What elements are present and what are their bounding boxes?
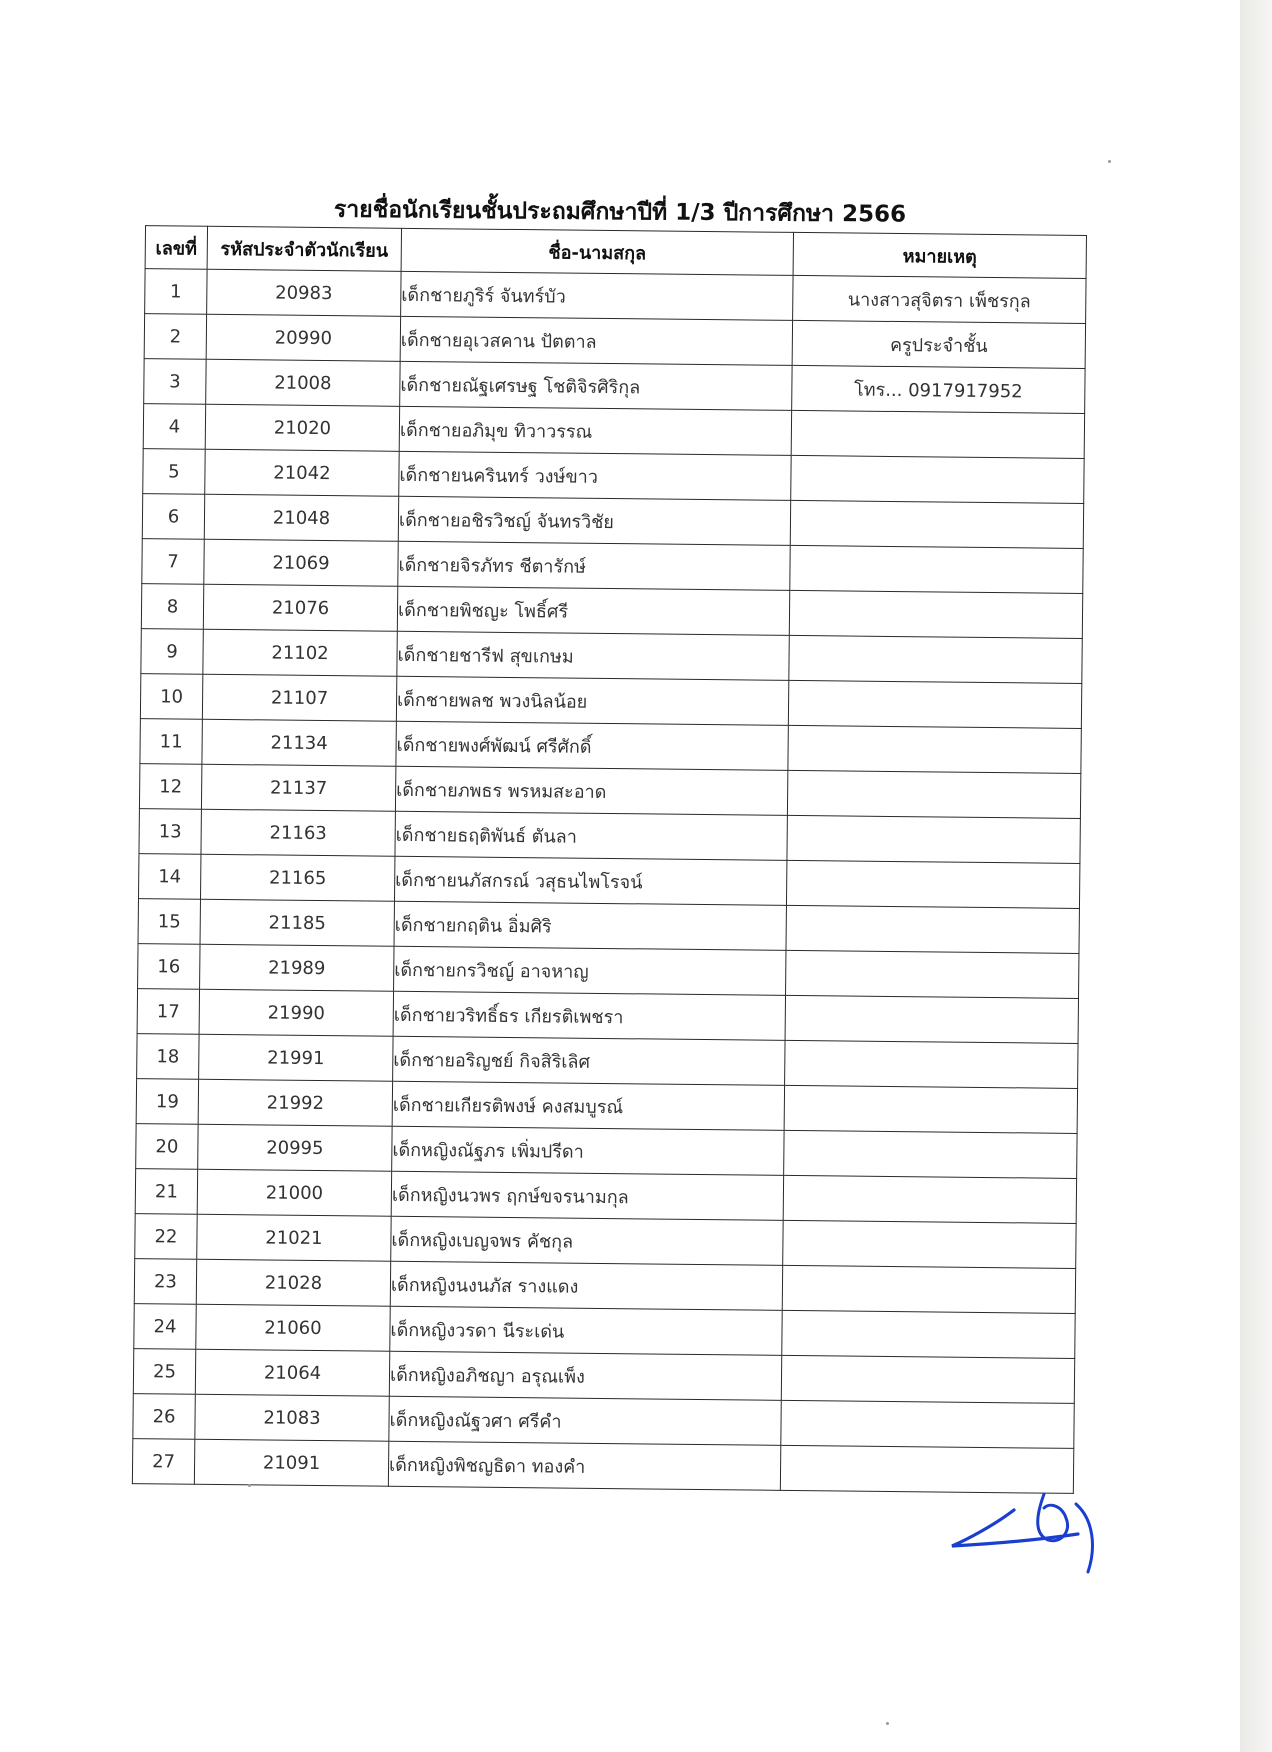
cell-no: 4: [143, 404, 205, 450]
cell-name: เด็กชายเกียรติพงษ์ คงสมบูรณ์: [392, 1081, 784, 1130]
scan-edge: [1240, 0, 1272, 1752]
cell-name: เด็กชายนครินทร์ วงษ์ขาว: [399, 451, 791, 500]
cell-no: 27: [132, 1439, 194, 1485]
cell-no: 14: [138, 854, 200, 900]
cell-name: เด็กชายอชิรวิชญ์ จันทรวิชัย: [398, 496, 790, 545]
cell-remark: [786, 860, 1079, 908]
cell-no: 3: [144, 359, 206, 405]
cell-remark: [787, 815, 1080, 863]
cell-no: 7: [142, 539, 204, 585]
cell-no: 25: [133, 1349, 195, 1395]
cell-name: เด็กหญิงณัฐภร เพิ่มปรีดา: [392, 1126, 784, 1175]
signature-mark: [948, 1488, 1108, 1578]
cell-no: 26: [133, 1394, 195, 1440]
cell-name: เด็กชายชารีฟ สุขเกษม: [397, 631, 789, 680]
cell-no: 11: [140, 719, 202, 765]
cell-no: 6: [142, 494, 204, 540]
cell-no: 9: [141, 629, 203, 675]
cell-no: 21: [135, 1169, 197, 1215]
cell-student-id: 21990: [199, 989, 393, 1036]
cell-name: เด็กชายณัฐเศรษฐ โชติจิรศิริกุล: [400, 361, 792, 410]
cell-name: เด็กชายภูริร์ จันทร์บัว: [401, 271, 793, 320]
cell-remark: [781, 1355, 1074, 1403]
cell-no: 1: [145, 269, 207, 315]
cell-remark: [780, 1445, 1073, 1493]
cell-student-id: 21028: [196, 1259, 390, 1306]
cell-student-id: 21989: [200, 944, 394, 991]
cell-name: เด็กหญิงอภิชญา อรุณเพ็ง: [389, 1351, 781, 1400]
cell-student-id: 21107: [202, 674, 396, 721]
cell-student-id: 21020: [205, 404, 399, 451]
cell-no: 17: [137, 989, 199, 1035]
cell-remark: [789, 590, 1082, 638]
cell-remark: [786, 950, 1079, 998]
cell-student-id: 21185: [200, 899, 394, 946]
cell-no: 12: [139, 764, 201, 810]
cell-name: เด็กชายอริญชย์ กิจสิริเลิศ: [393, 1036, 785, 1085]
cell-remark: [784, 1130, 1077, 1178]
document-title: รายชื่อนักเรียนชั้นประถมศึกษาปีที่ 1/3 ปีการศึกษา 2566: [333, 196, 907, 228]
cell-student-id: 20995: [198, 1124, 392, 1171]
student-roster-table: [132, 225, 1087, 1494]
cell-no: 5: [143, 449, 205, 495]
cell-student-id: 21060: [196, 1304, 390, 1351]
header-student-id: รหัสประจำตัวนักเรียน: [207, 226, 401, 271]
cell-name: เด็กชายกรวิชญ์ อาจหาญ: [394, 946, 786, 995]
cell-student-id: 21069: [204, 539, 398, 586]
cell-student-id: 21021: [197, 1214, 391, 1261]
cell-student-id: 21042: [205, 449, 399, 496]
cell-name: เด็กชายพลช พวงนิลน้อย: [396, 676, 788, 725]
cell-remark: [787, 770, 1080, 818]
cell-no: 18: [137, 1034, 199, 1080]
cell-no: 19: [136, 1079, 198, 1125]
cell-no: 2: [144, 314, 206, 360]
cell-name: เด็กชายภพธร พรหมสะอาด: [395, 766, 787, 815]
cell-student-id: 21137: [201, 764, 395, 811]
cell-remark: [785, 1040, 1078, 1088]
cell-student-id: 21064: [195, 1349, 389, 1396]
cell-name: เด็กหญิงนงนภัส รางแดง: [390, 1261, 782, 1310]
cell-student-id: 21091: [194, 1439, 388, 1486]
cell-remark: [790, 500, 1083, 548]
cell-name: เด็กหญิงเบญจพร คัชกุล: [391, 1216, 783, 1265]
cell-remark: ครูประจำชั้น: [792, 320, 1085, 368]
cell-name: เด็กหญิงพิชญธิดา ทองคำ: [388, 1441, 780, 1490]
cell-no: 16: [138, 944, 200, 990]
cell-student-id: 21102: [203, 629, 397, 676]
cell-name: เด็กชายพิชญะ โพธิ์ศรี: [397, 586, 789, 635]
cell-no: 13: [139, 809, 201, 855]
header-no: เลขที่: [145, 226, 207, 270]
cell-name: เด็กหญิงนวพร ฤกษ์ขจรนามกุล: [391, 1171, 783, 1220]
scan-speck: [248, 1484, 251, 1487]
table-row: [132, 1439, 1073, 1494]
cell-name: เด็กหญิงณัฐวศา ศรีคำ: [389, 1396, 781, 1445]
cell-student-id: 21165: [200, 854, 394, 901]
cell-remark: [783, 1175, 1076, 1223]
cell-remark: โทร... 0917917952: [792, 365, 1085, 413]
cell-remark: [790, 545, 1083, 593]
cell-name: เด็กชายอภิมุข ทิวาวรรณ: [399, 406, 791, 455]
cell-student-id: 21008: [206, 359, 400, 406]
header-remark: หมายเหตุ: [793, 232, 1086, 278]
cell-student-id: 21076: [203, 584, 397, 631]
cell-no: 15: [138, 899, 200, 945]
cell-remark: [789, 635, 1082, 683]
cell-remark: [788, 725, 1081, 773]
cell-name: เด็กชายกฤติน อิ่มศิริ: [394, 901, 786, 950]
cell-no: 10: [140, 674, 202, 720]
cell-student-id: 21048: [204, 494, 398, 541]
cell-student-id: 21163: [201, 809, 395, 856]
cell-remark: [788, 680, 1081, 728]
cell-no: 23: [134, 1259, 196, 1305]
cell-name: เด็กชายจิรภัทร ชีตารักษ์: [398, 541, 790, 590]
cell-remark: [791, 410, 1084, 458]
cell-remark: [786, 905, 1079, 953]
cell-name: เด็กชายอุเวสคาน ปัตตาล: [400, 316, 792, 365]
cell-student-id: 21134: [202, 719, 396, 766]
cell-remark: [785, 995, 1078, 1043]
scan-speck: [1108, 160, 1111, 163]
cell-remark: นางสาวสุจิตรา เพ็ชรกุล: [793, 275, 1086, 323]
cell-name: เด็กชายนภัสกรณ์ วสุธนไพโรจน์: [394, 856, 786, 905]
cell-remark: [781, 1400, 1074, 1448]
cell-no: 24: [134, 1304, 196, 1350]
cell-no: 22: [135, 1214, 197, 1260]
cell-student-id: 21991: [199, 1034, 393, 1081]
cell-student-id: 21992: [198, 1079, 392, 1126]
header-name: ชื่อ-นามสกุล: [401, 228, 793, 275]
cell-name: เด็กหญิงวรดา นีระเด่น: [390, 1306, 782, 1355]
cell-student-id: 20983: [207, 269, 401, 316]
cell-no: 20: [136, 1124, 198, 1170]
cell-student-id: 21083: [195, 1394, 389, 1441]
cell-name: เด็กชายวริทธิ์ธร เกียรติเพชรา: [393, 991, 785, 1040]
roster-table-wrapper: [132, 225, 1087, 1494]
cell-remark: [783, 1220, 1076, 1268]
cell-remark: [791, 455, 1084, 503]
cell-remark: [782, 1265, 1075, 1313]
cell-no: 8: [141, 584, 203, 630]
scan-speck: [886, 1722, 889, 1725]
cell-student-id: 21000: [197, 1169, 391, 1216]
cell-student-id: 20990: [206, 314, 400, 361]
roster-body: [132, 269, 1086, 1494]
cell-remark: [782, 1310, 1075, 1358]
cell-name: เด็กชายธฤติพันธ์ ตันลา: [395, 811, 787, 860]
cell-name: เด็กชายพงศ์พัฒน์ ศรีศักดิ์: [396, 721, 788, 770]
cell-remark: [784, 1085, 1077, 1133]
